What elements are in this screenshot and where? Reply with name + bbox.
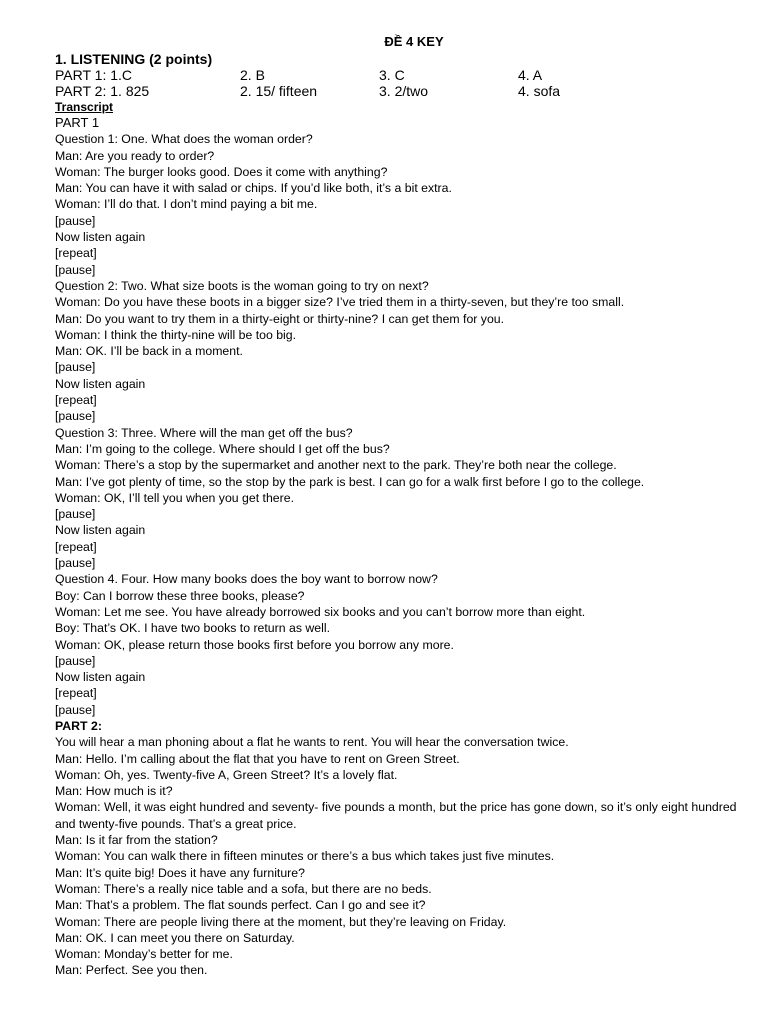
transcript-line: Man: Do you want to try them in a thirty-eight or thirty-nine? I can get them for you. xyxy=(55,311,505,326)
transcript-line: Woman: OK, I’ll tell you when you get there. xyxy=(55,490,294,505)
transcript-line: Man: Is it far from the station? xyxy=(55,833,218,848)
transcript-line: [repeat] xyxy=(55,393,97,408)
transcript-line: Man: I’m going to the college. Where should I get off the bus? xyxy=(55,441,390,456)
transcript-line: Woman: The burger looks good. Does it come with anything? xyxy=(55,164,388,179)
answer-cell: 3. C xyxy=(379,67,405,83)
transcript-line: Woman: There are people living there at the moment, but they’re leaving on Friday. xyxy=(55,914,507,929)
transcript-line: Woman: I think the thirty-nine will be too big. xyxy=(55,327,297,342)
transcript-body xyxy=(55,115,745,979)
transcript-line: Question 1: One. What does the woman order? xyxy=(55,132,313,147)
answer-cell: PART 1: 1.C xyxy=(55,67,133,83)
transcript-heading: Transcript xyxy=(55,100,114,114)
transcript-line: Woman: I’ll do that. I don’t mind paying a bit me. xyxy=(55,197,318,212)
transcript-line: PART 1 xyxy=(55,115,100,130)
transcript-line: Question 3: Three. Where will the man get off the bus? xyxy=(55,425,353,440)
transcript-line: Boy: Can I borrow these three books, please? xyxy=(55,588,305,603)
transcript-line: [pause] xyxy=(55,653,96,668)
transcript-line: Man: Perfect. See you then. xyxy=(55,963,208,978)
page-title: ĐỀ 4 KEY xyxy=(384,34,444,49)
transcript-line: Now listen again xyxy=(55,523,146,538)
transcript-line: Boy: That’s OK. I have two books to return as well. xyxy=(55,621,330,636)
answer-cell: PART 2: 1. 825 xyxy=(55,83,150,99)
transcript-line: Man: How much is it? xyxy=(55,784,173,799)
transcript-line: Man: Are you ready to order? xyxy=(55,148,215,163)
transcript-line: Question 2: Two. What size boots is the woman going to try on next? xyxy=(55,278,429,293)
transcript-line: Woman: Well, it was eight hundred and seventy- five pounds a month, but the price has gone down, so it’s only eight hundred and twenty-five pounds. That’s a great price. xyxy=(55,800,737,831)
transcript-line: Now listen again xyxy=(55,230,146,245)
transcript-line: Man: It’s quite big! Does it have any furniture? xyxy=(55,865,305,880)
transcript-line: Woman: You can walk there in fifteen minutes or there’s a bus which takes just five minutes. xyxy=(55,849,555,864)
answer-cell: 3. 2/two xyxy=(379,83,429,99)
transcript-line: Woman: Do you have these boots in a bigger size? I’ve tried them in a thirty-seven, but they’re too small. xyxy=(55,295,625,310)
transcript-line: Woman: OK, please return those books first before you borrow any more. xyxy=(55,637,454,652)
answer-key-grid xyxy=(55,67,745,99)
transcript-line: Man: OK. I can meet you there on Saturday. xyxy=(55,930,295,945)
transcript-line: Man: I’ve got plenty of time, so the stop by the park is best. I can go for a walk first before I go to the college. xyxy=(55,474,645,489)
transcript-line: Now listen again xyxy=(55,376,146,391)
transcript-line: [repeat] xyxy=(55,246,97,261)
answer-cell: 4. A xyxy=(518,67,543,83)
transcript-line: Woman: Oh, yes. Twenty-five A, Green Street? It’s a lovely flat. xyxy=(55,767,398,782)
answer-cell: 4. sofa xyxy=(518,83,561,99)
transcript-line: Now listen again xyxy=(55,670,146,685)
transcript-line: [repeat] xyxy=(55,686,97,701)
transcript-line: [pause] xyxy=(55,507,96,522)
transcript-line: Question 4. Four. How many books does the boy want to borrow now? xyxy=(55,572,438,587)
transcript-line: Man: You can have it with salad or chips. If you’d like both, it’s a bit extra. xyxy=(55,181,452,196)
transcript-line: You will hear a man phoning about a flat he wants to rent. You will hear the conversation twice. xyxy=(55,735,569,750)
transcript-line: [pause] xyxy=(55,262,96,277)
transcript-line: Man: That’s a problem. The flat sounds perfect. Can I go and see it? xyxy=(55,898,426,913)
transcript-line: Woman: There’s a really nice table and a sofa, but there are no beds. xyxy=(55,881,432,896)
transcript-line: [pause] xyxy=(55,702,96,717)
transcript-line: Woman: There’s a stop by the supermarket and another next to the park. They’re both near the college. xyxy=(55,458,617,473)
document-page xyxy=(55,33,745,979)
answer-cell: 2. B xyxy=(240,67,265,83)
transcript-line: [pause] xyxy=(55,409,96,424)
transcript-line: Man: Hello. I’m calling about the flat that you have to rent on Green Street. xyxy=(55,751,460,766)
section-heading: 1. LISTENING (2 points) xyxy=(55,51,213,67)
transcript-line: Woman: Let me see. You have already borrowed six books and you can’t borrow more than eight. xyxy=(55,604,586,619)
transcript-line: Woman: Monday’s better for me. xyxy=(55,947,233,962)
transcript-line: [pause] xyxy=(55,556,96,571)
transcript-line: [pause] xyxy=(55,360,96,375)
transcript-line: PART 2: xyxy=(55,718,102,733)
transcript-line: Man: OK. I’ll be back in a moment. xyxy=(55,344,243,359)
transcript-line: [pause] xyxy=(55,213,96,228)
answer-cell: 2. 15/ fifteen xyxy=(240,83,318,99)
transcript-line: [repeat] xyxy=(55,539,97,554)
